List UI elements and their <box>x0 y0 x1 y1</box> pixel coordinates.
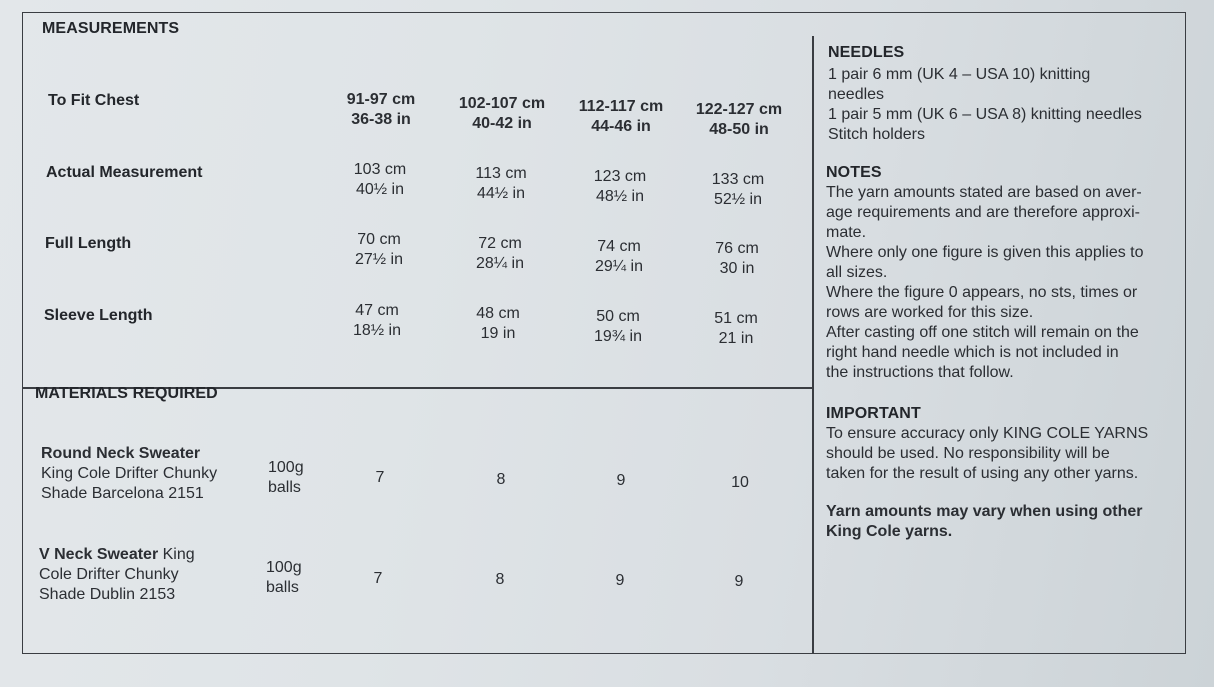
unit-round-neck: 100g balls <box>268 459 304 496</box>
chest-size-2: 102-107 cm 40-42 in <box>458 95 546 132</box>
chest-size-1: 91-97 cm 36-38 in <box>346 91 416 128</box>
length-size-2: 72 cm 28¼ in <box>475 235 525 272</box>
round-neck-qty-3: 9 <box>616 472 626 489</box>
sleeve-size-4: 51 cm 21 in <box>714 310 758 347</box>
length-size-1: 70 cm 27½ in <box>354 231 404 268</box>
round-neck-qty-4: 10 <box>731 474 749 491</box>
sleeve-size-3: 50 cm 19¾ in <box>593 308 643 345</box>
sleeve-size-2: 48 cm 19 in <box>476 305 520 342</box>
round-neck-qty-1: 7 <box>375 469 385 486</box>
chest-size-4: 122-127 cm 48-50 in <box>695 101 783 138</box>
important-section: IMPORTANT To ensure accuracy only KING COLE YARNS should be used. No responsibility will be taken for the result of using any other yarns. Yarn amounts may vary when using other King Cole yarns. <box>826 404 1186 542</box>
notes-section: NOTES The yarn amounts stated are based on aver- age requirements and are therefore approxi- mate. Where only one figure is given this applies to all sizes. Where the figure 0 appears, no sts, times or rows are worked for this size. After casting off one stitch will remain on the right hand needle which is not included in the instructions that follow. <box>826 163 1186 383</box>
unit-v-neck: 100g balls <box>266 559 302 596</box>
chest-size-3: 112-117 cm 44-46 in <box>578 98 664 135</box>
needles-heading: NEEDLES <box>828 44 905 61</box>
materials-heading: MATERIALS REQUIRED <box>35 385 218 402</box>
row-label-sleeve: Sleeve Length <box>44 307 153 324</box>
v-neck-qty-3: 9 <box>615 572 625 589</box>
v-neck-qty-4: 9 <box>734 573 744 590</box>
length-size-3: 74 cm 29¼ in <box>594 238 644 275</box>
sleeve-size-1: 47 cm 18½ in <box>352 302 402 339</box>
yarn-amount-warning: Yarn amounts may vary when using other King Cole yarns. <box>826 503 1143 540</box>
v-neck-qty-2: 8 <box>495 571 505 588</box>
actual-size-3: 123 cm 48½ in <box>593 168 647 205</box>
measurements-heading: MEASUREMENTS <box>42 20 180 37</box>
row-label-full-length: Full Length <box>45 235 132 252</box>
actual-size-4: 133 cm 52½ in <box>711 171 765 208</box>
row-label-actual: Actual Measurement <box>46 164 203 181</box>
round-neck-qty-2: 8 <box>496 471 506 488</box>
actual-size-1: 103 cm 40½ in <box>353 161 407 198</box>
important-heading: IMPORTANT <box>826 405 921 422</box>
row-label-chest: To Fit Chest <box>48 92 140 109</box>
v-neck-qty-1: 7 <box>373 570 383 587</box>
length-size-4: 76 cm 30 in <box>715 240 759 277</box>
notes-heading: NOTES <box>826 164 882 181</box>
needles-section: NEEDLES 1 pair 6 mm (UK 4 – USA 10) knitting needles 1 pair 5 mm (UK 6 – USA 8) knitting needles Stitch holders <box>828 43 1188 145</box>
material-item-v-neck: V Neck Sweater King Cole Drifter Chunky Shade Dublin 2153 <box>39 546 195 603</box>
material-item-round-neck: Round Neck Sweater King Cole Drifter Chunky Shade Barcelona 2151 <box>41 445 218 502</box>
actual-size-2: 113 cm 44½ in <box>475 165 527 202</box>
column-divider <box>812 36 814 654</box>
